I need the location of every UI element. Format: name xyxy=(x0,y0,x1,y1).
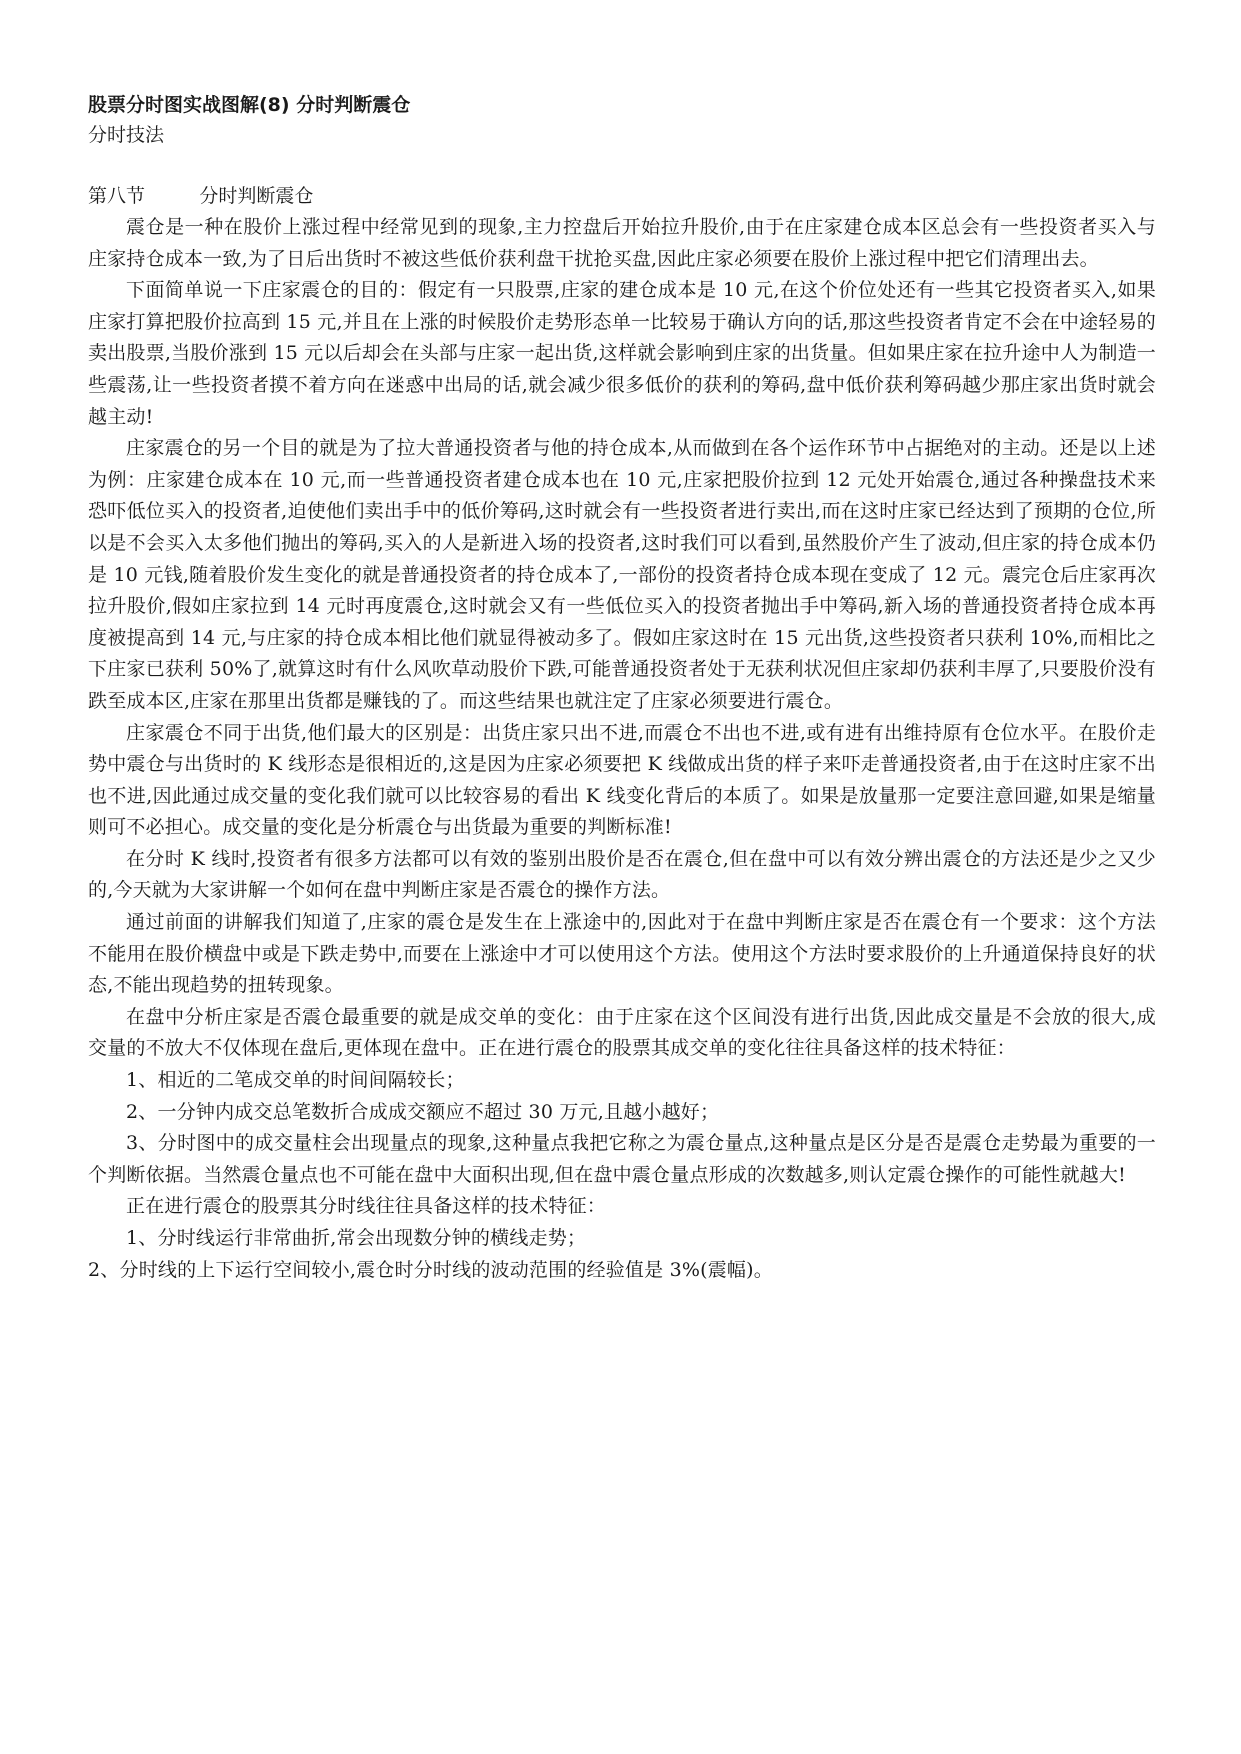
list-item-volume-2: 2、一分钟内成交总笔数折合成成交额应不超过 30 万元,且越小越好； xyxy=(126,1100,720,1123)
paragraph-requirement: 通过前面的讲解我们知道了,庄家的震仓是发生在上涨途中的,因此对于在盘中判断庄家是否在震仓有一个要求：这个方法不能用在股价横盘中或是下跌走势中,而要在上涨途中才可以使用这个方法。使用这个方法时要求股价的上升通道保持良好的状态,不能出现趋势的扭转现象。 xyxy=(88,911,1156,997)
paragraph-line-features: 正在进行震仓的股票其分时线往往具备这样的技术特征： xyxy=(126,1195,607,1218)
document-subtitle: 分时技法 xyxy=(88,124,165,146)
document-page xyxy=(88,90,1156,1286)
paragraph-purpose-2: 庄家震仓的另一个目的就是为了拉大普通投资者与他的持仓成本,从而做到在各个运作环节中占据绝对的主动。还是以上述为例：庄家建仓成本在 10 元,而一些普通投资者建仓成本也在 10 元,庄家把股价拉到 12 元处开始震仓,通过各种操盘技术来恐吓低位买入的投资者,迫使他们卖出手中的低价筹码,这时就会有一些投资者进行卖出,而在这时庄家已经达到了预期的仓位,所以是不会买入太多他们抛出的筹码,买入的人是新进入场的投资者,这时我们可以看到,虽然股价产生了波动,但庄家的持仓成本仍是 10 元钱,随着股价发生变化的就是普通投资者的持仓成本了,一部份的投资者持仓成本现在变成了 12 元。震完仓后庄家再次拉升股价,假如庄家拉到 14 元时再度震仓,这时就会又有一些低位买入的投资者抛出手中筹码,新入场的普通投资者持仓成本再度被提高到 14 元,与庄家的持仓成本相比他们就显得被动多了。假如庄家这时在 15 元出货,这些投资者只获利 10%,而相比之下庄家已获利 50%了,就算这时有什么风吹草动股价下跌,可能普通投资者处于无获利状况但庄家却仍获利丰厚了,只要股价没有跌至成本区,庄家在那里出货都是赚钱的了。而这些结果也就注定了庄家必须要进行震仓。 xyxy=(88,437,1156,712)
list-item-line-1: 1、分时线运行非常曲折,常会出现数分钟的横线走势； xyxy=(126,1227,587,1249)
list-item-volume-3: 3、分时图中的成交量柱会出现量点的现象,这种量点我把它称之为震仓量点,这种量点是区分是否是震仓走势最为重要的一个判断依据。当然震仓量点也不可能在盘中大面积出现,但在盘中震仓量点形成的次数越多,则认定震仓操作的可能性就越大! xyxy=(88,1132,1156,1186)
paragraph-method-intro: 在分时 K 线时,投资者有很多方法都可以有效的鉴别出股价是否在震仓,但在盘中可以有效分辨出震仓的方法还是少之又少的,今天就为大家讲解一个如何在盘中判断庄家是否震仓的操作方法。 xyxy=(88,847,1156,902)
document-title: 股票分时图实战图解(8) 分时判断震仓 xyxy=(88,94,411,116)
paragraph-intro: 震仓是一种在股价上涨过程中经常见到的现象,主力控盘后开始拉升股价,由于在庄家建仓成本区总会有一些投资者买入与庄家持仓成本一致,为了日后出货时不被这些低价获利盘干扰抢买盘,因此庄家必须要在股价上涨过程中把它们清理出去。 xyxy=(88,216,1156,270)
paragraph-purpose: 下面简单说一下庄家震仓的目的：假定有一只股票,庄家的建仓成本是 10 元,在这个价位处还有一些其它投资者买入,如果庄家打算把股价拉高到 15 元,并且在上涨的时候股价走势形态单一比较易于确认方向的话,那这些投资者肯定不会在中途轻易的卖出股票,当股价涨到 15 元以后却会在头部与庄家一起出货,这样就会影响到庄家的出货量。但如果庄家在拉升途中人为制造一些震荡,让一些投资者摸不着方向在迷惑中出局的话,就会减少很多低价的获利的筹码,盘中低价获利筹码越少那庄家出货时就会越主动! xyxy=(88,279,1156,428)
paragraph-volume: 在盘中分析庄家是否震仓最重要的就是成交单的变化：由于庄家在这个区间没有进行出货,因此成交量是不会放的很大,成交量的不放大不仅体现在盘后,更体现在盘中。正在进行震仓的股票其成交单的变化往往具备这样的技术特征： xyxy=(88,1005,1156,1060)
list-item-line-2: 2、分时线的上下运行空间较小,震仓时分时线的波动范围的经验值是 3%(震幅)。 xyxy=(88,1258,773,1281)
list-item-volume-1: 1、相近的二笔成交单的时间间隔较长； xyxy=(126,1069,465,1092)
paragraph-difference: 庄家震仓不同于出货,他们最大的区别是：出货庄家只出不进,而震仓不出也不进,或有进有出维持原有仓位水平。在股价走势中震仓与出货时的 K 线形态是很相近的,这是因为庄家必须要把 K 线做成出货的样子来吓走普通投资者,由于在这时庄家不出也不进,因此通过成交量的变化我们就可以比较容易的看出 K 线变化背后的本质了。如果是放量那一定要注意回避,如果是缩量则可不必担心。成交量的变化是分析震仓与出货最为重要的判断标准! xyxy=(88,721,1156,839)
section-heading: 第八节 分时判断震仓 xyxy=(88,185,314,207)
